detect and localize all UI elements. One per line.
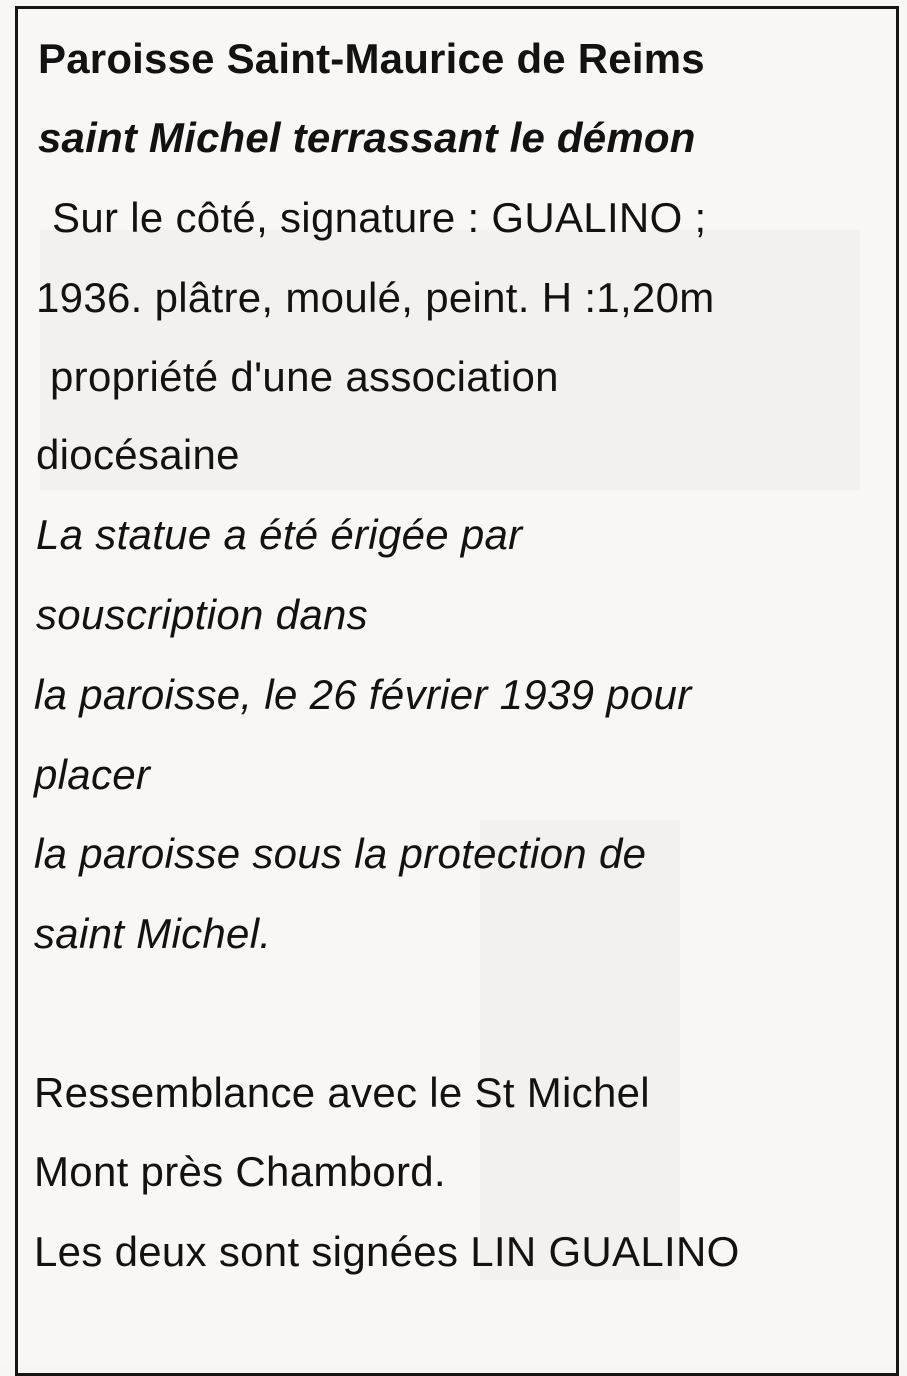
detail-material: 1936. plâtre, moulé, peint. H :1,20m: [36, 274, 715, 321]
history-line: souscription dans: [36, 591, 368, 638]
detail-ownership-cont: diocésaine: [36, 431, 240, 478]
history-line: placer: [34, 751, 151, 798]
card-subtitle: saint Michel terrassant le démon: [38, 114, 696, 161]
detail-ownership: propriété d'une association: [50, 353, 559, 400]
history-line: la paroisse sous la protection de: [34, 830, 647, 877]
history-line: La statue a été érigée par: [36, 511, 523, 558]
note-line: Les deux sont signées LIN GUALINO: [34, 1228, 740, 1275]
history-line: saint Michel.: [34, 910, 272, 957]
note-line: Mont près Chambord.: [34, 1148, 446, 1195]
detail-signature: Sur le côté, signature : GUALINO ;: [52, 194, 707, 241]
history-line: la paroisse, le 26 février 1939 pour: [34, 671, 692, 718]
card-title: Paroisse Saint-Maurice de Reims: [38, 35, 705, 82]
note-line: Ressemblance avec le St Michel: [34, 1069, 650, 1116]
